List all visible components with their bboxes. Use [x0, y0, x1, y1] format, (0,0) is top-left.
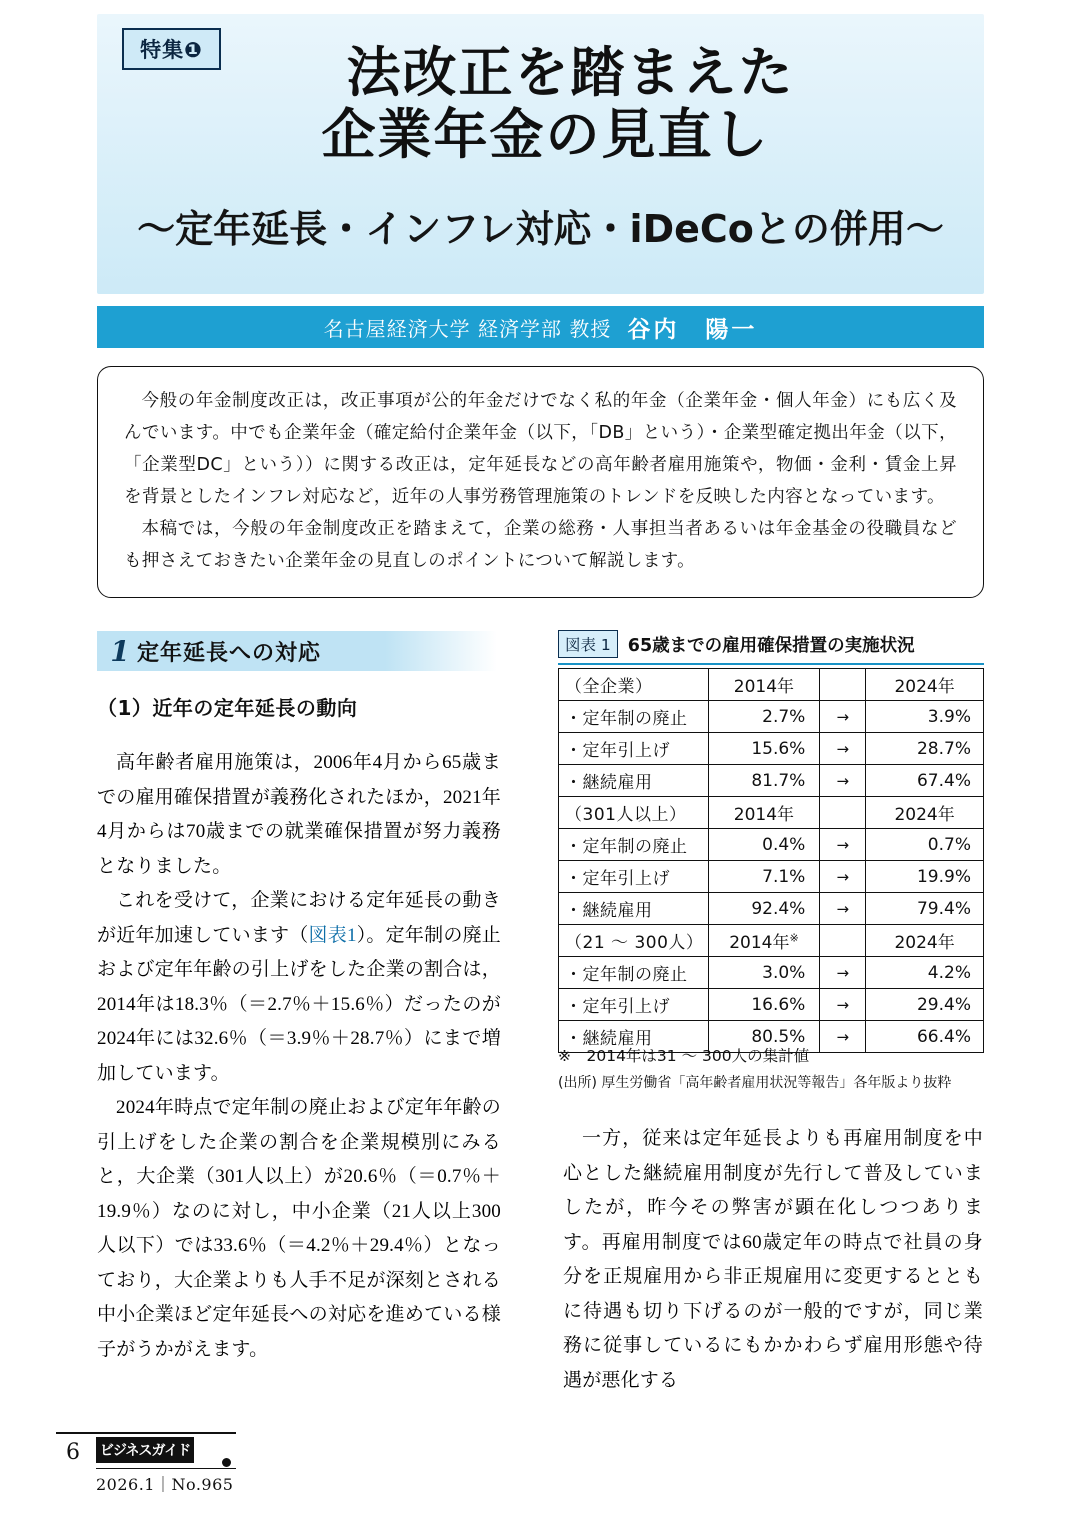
arrow-icon: →	[820, 957, 866, 989]
col-header-2024: 2024年	[866, 797, 984, 829]
arrow-icon: →	[820, 1021, 866, 1053]
body-column-right	[563, 1122, 983, 1398]
title-line-2: 企業年金の見直し	[321, 103, 770, 166]
paragraph-right-1: 一方，従来は定年延長よりも再雇用制度を中心とした継続雇用制度が先行して普及していましたが，昨今その弊害が顕在化しつつあります。再雇用制度では60歳定年の時点で社員の身分を正規雇用から非正規雇用に変更するとともに待遇も切り下げるのが一般的ですが，同じ業務に従事しているにもかかわらず雇用形態や待遇が悪化する	[563, 1128, 983, 1391]
figure-footnote: ※ 2014年は31 〜 300人の集計値	[558, 1047, 810, 1065]
figure-tag: 図表 1	[558, 630, 618, 658]
col-header-2014: 2014年	[708, 669, 820, 701]
col-header-2024: 2024年	[866, 925, 984, 957]
author-name: 谷内 陽一	[627, 316, 758, 343]
value-2024: 0.7%	[866, 829, 984, 861]
footer-divider	[56, 1432, 236, 1434]
table-row	[559, 701, 984, 733]
row-label: ・定年引上げ	[559, 989, 709, 1021]
footnote-marker: ※	[789, 931, 799, 945]
row-label: ・定年制の廃止	[559, 829, 709, 861]
row-label: ・定年引上げ	[559, 733, 709, 765]
table-row	[559, 893, 984, 925]
row-label: ・定年制の廃止	[559, 701, 709, 733]
figure-title: 65歳までの雇用確保措置の実施状況	[627, 635, 915, 656]
author-affiliation: 名古屋経済大学 経済学部 教授	[323, 316, 612, 341]
group-label: （全企業）	[559, 669, 709, 701]
value-2024: 19.9%	[866, 861, 984, 893]
figure-table	[558, 668, 984, 1053]
spacer-cell	[820, 669, 866, 701]
arrow-icon: →	[820, 989, 866, 1021]
figure-reference-link[interactable]: 図表1	[308, 924, 357, 946]
value-2024: 28.7%	[866, 733, 984, 765]
table-row	[559, 925, 984, 957]
value-2024: 4.2%	[866, 957, 984, 989]
arrow-icon: →	[820, 765, 866, 797]
figure-note	[558, 1044, 988, 1096]
paragraph-left-2	[97, 884, 501, 1091]
spacer-cell	[820, 797, 866, 829]
paragraph-left-2-part-b: ）。定年制の廃止および定年年齢の引上げをした企業の割合は，2014年は18.3％（＝2.7％＋15.6％）だったのが2024年には32.6％（＝3.9％＋28.7％）にまで増加しています。	[97, 924, 501, 1084]
abstract-paragraph-2: 本稿では，今般の年金制度改正を踏まえて，企業の総務・人事担当者あるいは年金基金の役職員なども押さえておきたい企業年金の見直しのポイントについて解説します。	[124, 519, 957, 571]
arrow-icon: →	[820, 861, 866, 893]
decorative-dot-icon	[222, 1458, 231, 1467]
arrow-icon: →	[820, 701, 866, 733]
col-header-2024: 2024年	[866, 669, 984, 701]
value-2024: 66.4%	[866, 1021, 984, 1053]
feature-badge: 特集❶	[122, 28, 221, 70]
value-2024: 67.4%	[866, 765, 984, 797]
row-label: ・継続雇用	[559, 765, 709, 797]
value-2014: 2.7%	[708, 701, 820, 733]
value-2014: 16.6%	[708, 989, 820, 1021]
value-2014: 15.6%	[708, 733, 820, 765]
section-number: 1	[110, 634, 130, 668]
value-2024: 79.4%	[866, 893, 984, 925]
table-row	[559, 829, 984, 861]
row-label: ・継続雇用	[559, 1021, 709, 1053]
page-title	[97, 42, 984, 166]
col-header-2014-text: 2014年	[729, 933, 790, 953]
value-2024: 29.4%	[866, 989, 984, 1021]
col-header-2014: 2014年	[708, 797, 820, 829]
row-label: ・定年引上げ	[559, 861, 709, 893]
section-heading	[97, 631, 497, 671]
value-2014: 81.7%	[708, 765, 820, 797]
col-header-2014	[708, 925, 820, 957]
table-row	[559, 733, 984, 765]
table-row	[559, 765, 984, 797]
figure-header	[558, 630, 984, 665]
value-2014: 92.4%	[708, 893, 820, 925]
magazine-logo: ビジネスガイド	[96, 1437, 194, 1463]
table-row	[559, 957, 984, 989]
paragraph-left-3: 2024年時点で定年制の廃止および定年年齢の引上げをした企業の割合を企業規模別にみると，大企業（301人以上）が20.6％（＝0.7％＋19.9％）なのに対し，中小企業（21人以上300人以下）では33.6％（＝4.2％＋29.4％）となっており，大企業よりも人手不足が深刻とされる中小企業ほど定年延長への対応を進めている様子がうかがえます。	[97, 1097, 501, 1360]
arrow-icon: →	[820, 733, 866, 765]
arrow-icon: →	[820, 829, 866, 861]
row-label: ・継続雇用	[559, 893, 709, 925]
value-2014: 80.5%	[708, 1021, 820, 1053]
body-column-left	[97, 746, 501, 1367]
abstract-paragraph-1: 今般の年金制度改正は，改正事項が公的年金だけでなく私的年金（企業年金・個人年金）にも広く及んでいます。中でも企業年金（確定給付企業年金（以下，「DB」という）・企業型確定拠出年金（以下，「企業型DC」という））に関する改正は，定年延長などの高年齢者雇用施策や，物価・金利・賃金上昇を背景としたインフレ対応など，近年の人事労務管理施策のトレンドを反映した内容となっています。	[124, 391, 957, 507]
issue-info: 2026.1｜No.965	[96, 1475, 234, 1494]
value-2014: 7.1%	[708, 861, 820, 893]
title-line-1: 法改正を踏まえた	[346, 41, 795, 104]
page-number: 6	[66, 1440, 80, 1465]
table-row	[559, 989, 984, 1021]
paragraph-left-2-part-a: これを受けて，企業における定年延長の動きが近年加速しています（	[97, 890, 501, 946]
abstract-box	[97, 366, 984, 598]
arrow-icon: →	[820, 893, 866, 925]
group-label: （301人以上）	[559, 797, 709, 829]
value-2024: 3.9%	[866, 701, 984, 733]
group-label: （21 〜 300人）	[559, 925, 709, 957]
table-row	[559, 861, 984, 893]
table-row	[559, 669, 984, 701]
row-label: ・定年制の廃止	[559, 957, 709, 989]
subsection-heading: （1）近年の定年延長の動向	[97, 696, 358, 720]
figure-source: (出所) 厚生労働省「高年齢者雇用状況等報告」各年版より抜粋	[558, 1075, 952, 1091]
page-subtitle: 〜定年延長・インフレ対応・iDeCoとの併用〜	[137, 207, 944, 251]
paragraph-left-1: 高年齢者雇用施策は，2006年4月から65歳までの雇用確保措置が義務化されたほか，2021年4月からは70歳までの就業確保措置が努力義務となりました。	[97, 752, 501, 877]
footer-divider-2	[96, 1468, 236, 1469]
spacer-cell	[820, 925, 866, 957]
value-2014: 0.4%	[708, 829, 820, 861]
value-2014: 3.0%	[708, 957, 820, 989]
author-bar	[97, 306, 984, 348]
table-row	[559, 797, 984, 829]
section-title: 定年延長への対応	[137, 640, 322, 666]
